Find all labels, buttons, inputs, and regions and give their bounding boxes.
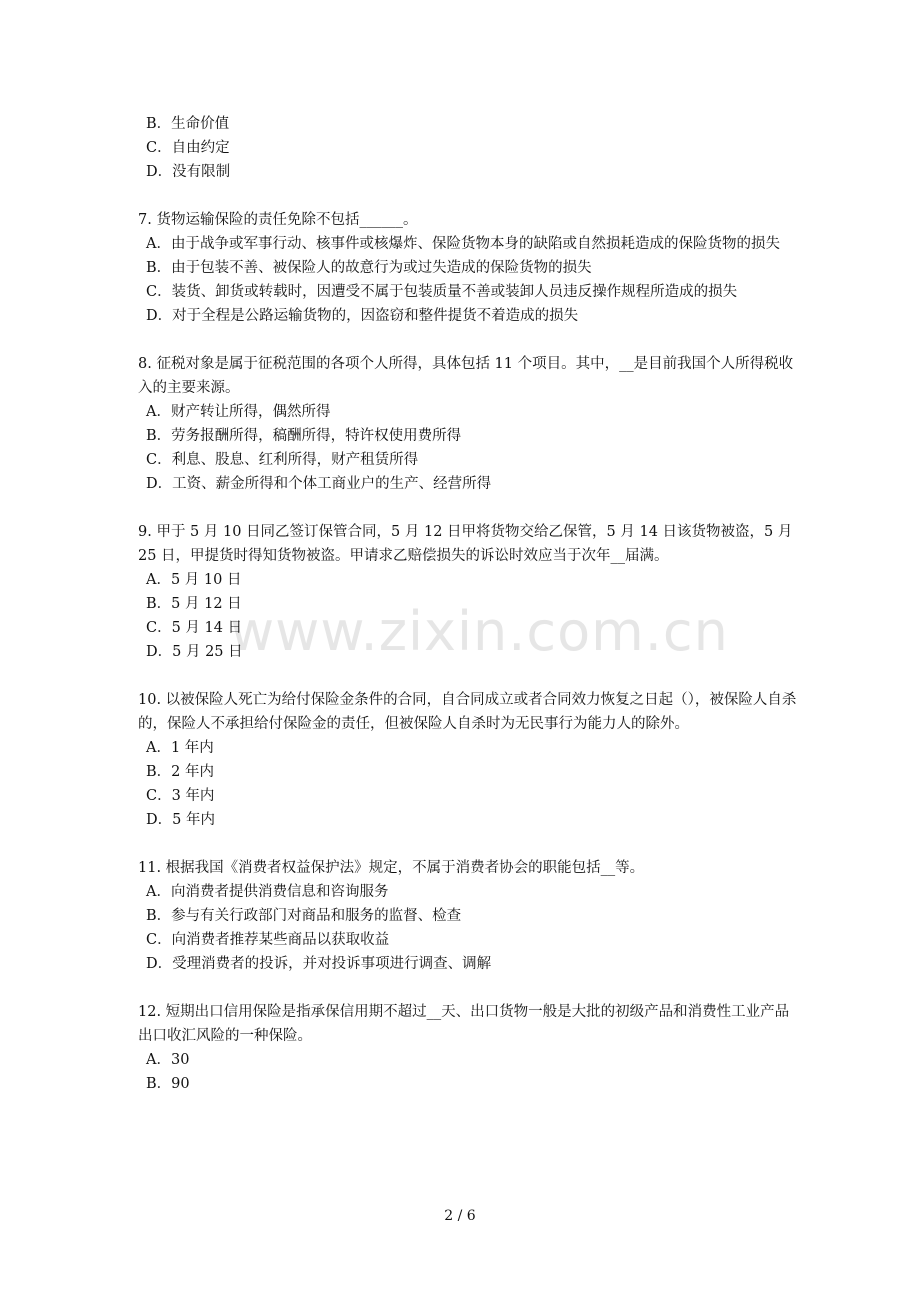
question-10 bbox=[138, 688, 798, 832]
option-line: D．受理消费者的投诉，并对投诉事项进行调查、调解 bbox=[146, 956, 492, 972]
option-line: A．5 月 10 日 bbox=[146, 572, 242, 588]
option-line: C．5 月 14 日 bbox=[146, 620, 243, 636]
page-number: 2 / 6 bbox=[444, 1208, 476, 1224]
option-line: C．装货、卸货或转载时，因遭受不属于包装质量不善或装卸人员违反操作规程所造成的损失 bbox=[146, 284, 738, 300]
page-content bbox=[138, 112, 798, 1120]
question-text: 8. 征税对象是属于征税范围的各项个人所得，具体包括 11 个项目。其中，__是目前我国个人所得税收入的主要来源。 bbox=[138, 356, 794, 396]
option-line: D．没有限制 bbox=[146, 164, 231, 180]
option-line: C．3 年内 bbox=[146, 788, 215, 804]
question-text: 12. 短期出口信用保险是指承保信用期不超过__天、出口货物一般是大批的初级产品和消费性工业产品出口收汇风险的一种保险。 bbox=[138, 1004, 790, 1044]
option-line: A．30 bbox=[146, 1052, 190, 1068]
option-line: D．对于全程是公路运输货物的，因盗窃和整件提货不着造成的损失 bbox=[146, 308, 579, 324]
options-carryover bbox=[138, 112, 798, 184]
option-line: B．参与有关行政部门对商品和服务的监督、检查 bbox=[146, 908, 462, 924]
question-9 bbox=[138, 520, 798, 664]
option-line: B．2 年内 bbox=[146, 764, 214, 780]
question-text: 11. 根据我国《消费者权益保护法》规定，不属于消费者协会的职能包括__等。 bbox=[138, 860, 645, 876]
watermark: www.zixin.com.cn bbox=[230, 600, 729, 663]
option-line: B．劳务报酬所得，稿酬所得，特许权使用费所得 bbox=[146, 428, 462, 444]
option-line: D．5 年内 bbox=[146, 812, 215, 828]
question-text: 9. 甲于 5 月 10 日同乙签订保管合同，5 月 12 日甲将货物交给乙保管，5 月 14 日该货物被盗，5 月 25 日，甲提货时得知货物被盗。甲请求乙赔偿损失的诉讼时效应当于次年__届满。 bbox=[138, 524, 793, 564]
option-line: B．生命价值 bbox=[146, 116, 230, 132]
option-line: C．利息、股息、红利所得，财产租赁所得 bbox=[146, 452, 419, 468]
option-line: A．1 年内 bbox=[146, 740, 214, 756]
question-text: 7. 货物运输保险的责任免除不包括______。 bbox=[138, 212, 418, 228]
question-12 bbox=[138, 1000, 798, 1096]
option-line: B．由于包装不善、被保险人的故意行为或过失造成的保险货物的损失 bbox=[146, 260, 592, 276]
option-line: A．财产转让所得，偶然所得 bbox=[146, 404, 331, 420]
option-line: C．自由约定 bbox=[146, 140, 230, 156]
option-line: D．5 月 25 日 bbox=[146, 644, 243, 660]
option-line: A．向消费者提供消费信息和咨询服务 bbox=[146, 884, 389, 900]
question-8 bbox=[138, 352, 798, 496]
option-line: B．5 月 12 日 bbox=[146, 596, 242, 612]
question-11 bbox=[138, 856, 798, 976]
question-7 bbox=[138, 208, 798, 328]
question-text: 10. 以被保险人死亡为给付保险金条件的合同，自合同成立或者合同效力恢复之日起（），被保险人自杀的，保险人不承担给付保险金的责任，但被保险人自杀时为无民事行为能力人的除外。 bbox=[138, 692, 797, 732]
option-line: A．由于战争或军事行动、核事件或核爆炸、保险货物本身的缺陷或自然损耗造成的保险货物的损失 bbox=[146, 236, 780, 252]
option-line: B．90 bbox=[146, 1076, 190, 1092]
option-line: D．工资、薪金所得和个体工商业户的生产、经营所得 bbox=[146, 476, 492, 492]
option-line: C．向消费者推荐某些商品以获取收益 bbox=[146, 932, 390, 948]
